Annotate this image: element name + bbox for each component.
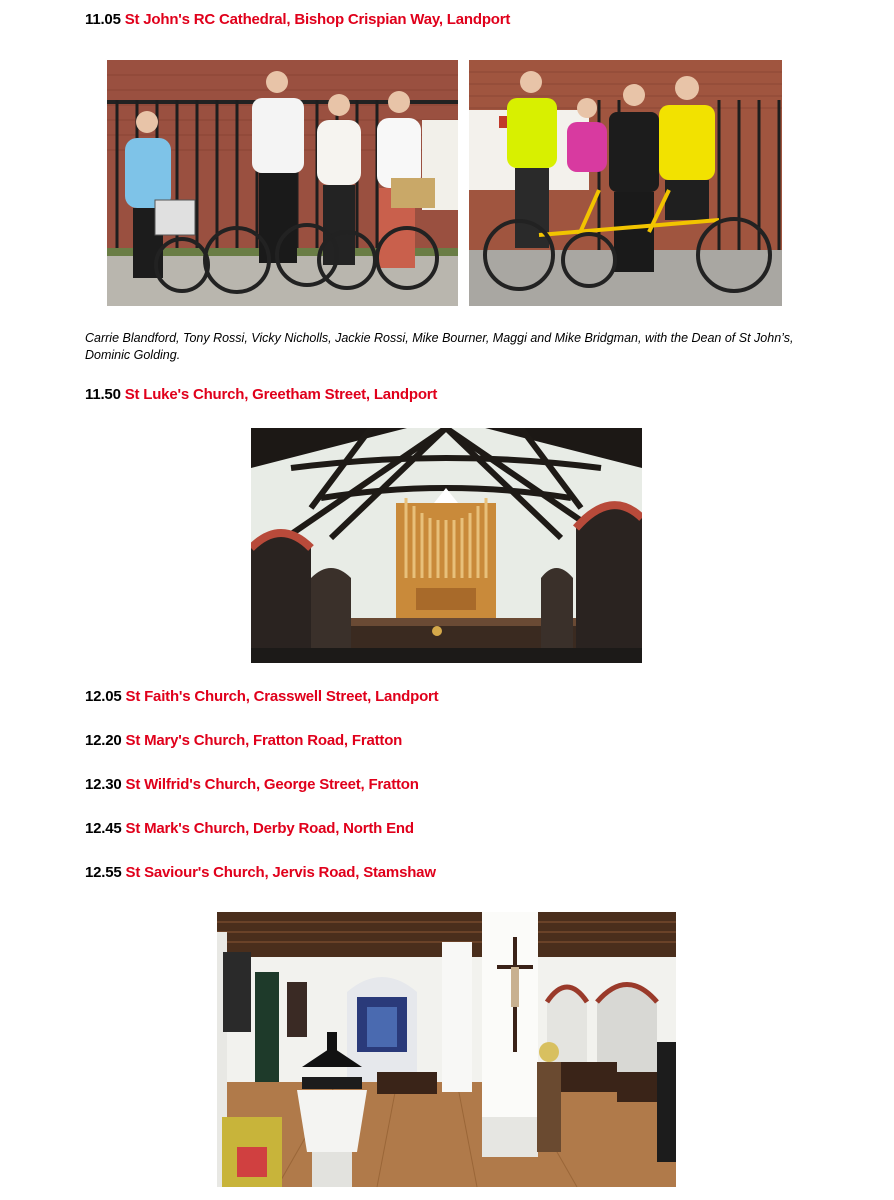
entry-heading xyxy=(85,386,437,403)
entry-time: 11.50 xyxy=(85,386,121,403)
entry-heading xyxy=(85,11,510,28)
entry-time: 12.05 xyxy=(85,688,122,705)
entry-place: St Saviour's Church, Jervis Road, Stamshaw xyxy=(125,864,436,881)
entry-time: 12.30 xyxy=(85,776,122,793)
entry-place: St Faith's Church, Crasswell Street, Landport xyxy=(125,688,439,705)
entry-heading xyxy=(85,688,438,705)
entry-heading xyxy=(85,776,419,793)
entry-place: St John's RC Cathedral, Bishop Crispian Way, Landport xyxy=(124,11,511,28)
entry-place: St Mark's Church, Derby Road, North End xyxy=(125,820,414,837)
entry-time: 12.55 xyxy=(85,864,122,881)
photo-church-interior xyxy=(217,912,676,1187)
photo-caption: Carrie Blandford, Tony Rossi, Vicky Nicholls, Jackie Rossi, Mike Bourner, Maggi and Mike Bridgman, with the Dean of St John’s, Dominic Golding. xyxy=(85,331,794,362)
entry-heading xyxy=(85,864,436,881)
entry-time: 12.45 xyxy=(85,820,122,837)
entry-place: St Mary's Church, Fratton Road, Fratton xyxy=(125,732,403,749)
entry-place: St Wilfrid's Church, George Street, Fratton xyxy=(125,776,419,793)
entry-heading xyxy=(85,732,402,749)
entry-time: 12.20 xyxy=(85,732,122,749)
photo-tandem-group xyxy=(469,60,782,306)
entry-place: St Luke's Church, Greetham Street, Landport xyxy=(124,386,438,403)
photo-church-organ xyxy=(251,428,642,663)
entry-time: 11.05 xyxy=(85,11,121,28)
entry-heading xyxy=(85,820,414,837)
photo-cyclists-group xyxy=(107,60,458,306)
